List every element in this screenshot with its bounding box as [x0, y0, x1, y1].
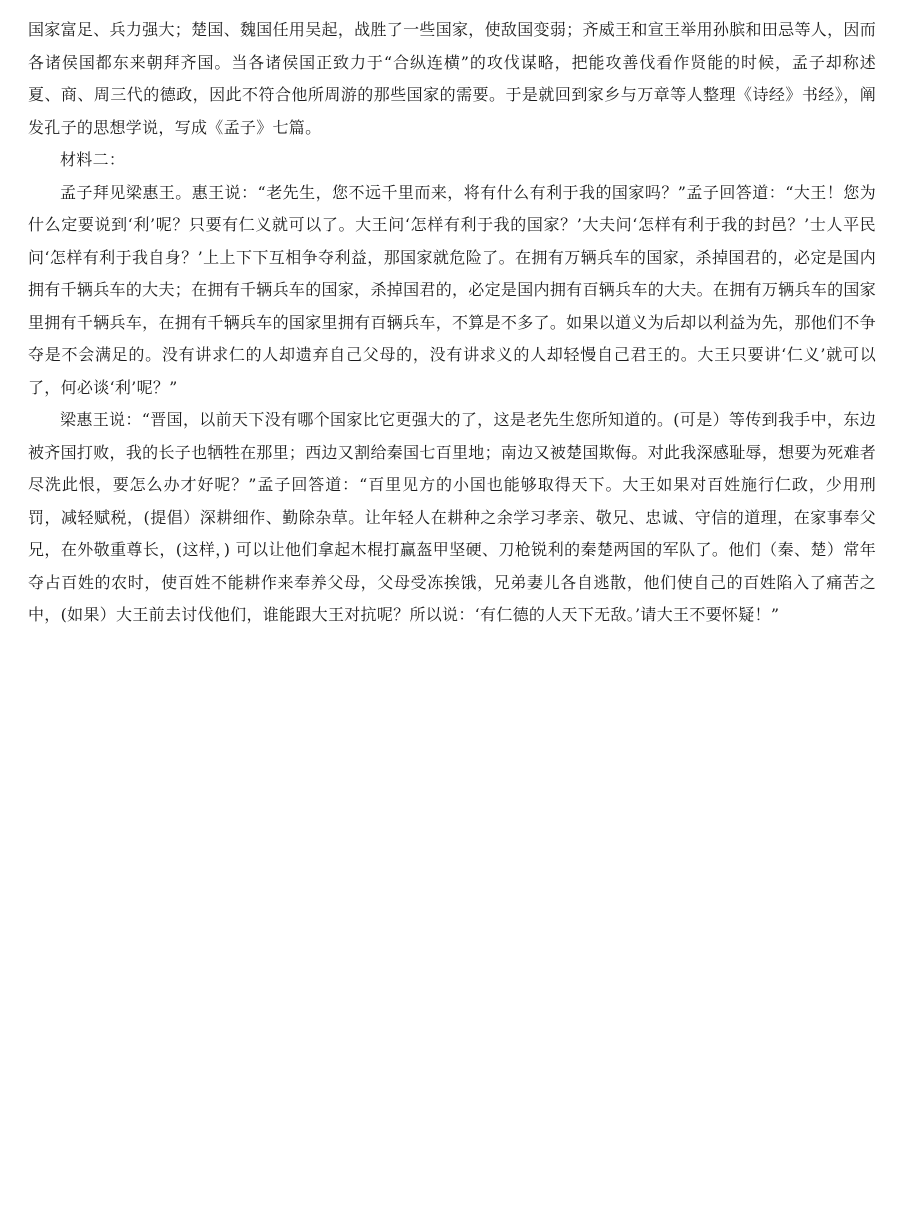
paragraph-king-liang-hui: 梁惠王说：“晋国，以前天下没有哪个国家比它更强大的了，这是老先生您所知道的。(可是）等传到我手中，东边被齐国打败，我的长子也牺牲在那里；西边又割给秦国七百里地；南边又被楚国欺侮。对此我深感耻辱，想要为死难者尽洗此恨，要怎么办才好呢？”孟子回答道：“百里见方的小国也能够取得天下。大王如果对百姓施行仁政，少用刑罚，减轻赋税，(提倡）深耕细作、勤除杂草。让年轻人在耕种之余学习孝亲、敬兄、忠诚、守信的道理，在家事奉父兄，在外敬重尊长，(这样，) 可以让他们拿起木棍打赢盔甲坚硬、刀枪锐利的秦楚两国的军队了。他们（秦、楚）常年夺占百姓的农时，使百姓不能耕作来奉养父母，父母受冻挨饿，兄弟妻儿各自逃散，他们使自己的百姓陷入了痛苦之中，(如果）大王前去讨伐他们，谁能跟大王对抗呢？所以说：‘有仁德的人天下无敌。’请大王不要怀疑！”: [28, 410, 876, 624]
paragraph-continued: 国家富足、兵力强大；楚国、魏国任用吴起，战胜了一些国家，使敌国变弱；齐威王和宣王举用孙膑和田忌等人，因而各诸侯国都东来朝拜齐国。当各诸侯国正致力于“合纵连横”的攻伐谋略，把能攻善伐看作贤能的时候，孟子却称述夏、商、周三代的德政，因此不符合他所周游的那些国家的需要。于是就回到家乡与万章等人整理《诗经》书经》，阐发孔子的思想学说，写成《孟子》七篇。: [28, 20, 876, 137]
section-heading-material-2: 材料二：: [60, 150, 126, 169]
paragraph-mencius-meets-king: 孟子拜见梁惠王。惠王说：“老先生，您不远千里而来，将有什么有利于我的国家吗？”孟子回答道：“大王！您为什么定要说到‘利’呢？只要有仁义就可以了。大王问‘怎样有利于我的国家？’大夫问‘怎样有利于我的封邑？’士人平民问‘怎样有利于我自身？’上上下下互相争夺利益，那国家就危险了。在拥有万辆兵车的国家，杀掉国君的，必定是国内拥有千辆兵车的大夫；在拥有千辆兵车的国家，杀掉国君的，必定是国内拥有百辆兵车的大夫。在拥有万辆兵车的国家里拥有千辆兵车，在拥有千辆兵车的国家里拥有百辆兵车，不算是不多了。如果以道义为后却以利益为先，那他们不争夺是不会满足的。没有讲求仁的人却遗弃自己父母的，没有讲求义的人却轻慢自己君王的。大王只要讲‘仁义’就可以了，何必谈‘利’呢？”: [28, 182, 876, 397]
document-page: [28, 14, 876, 632]
